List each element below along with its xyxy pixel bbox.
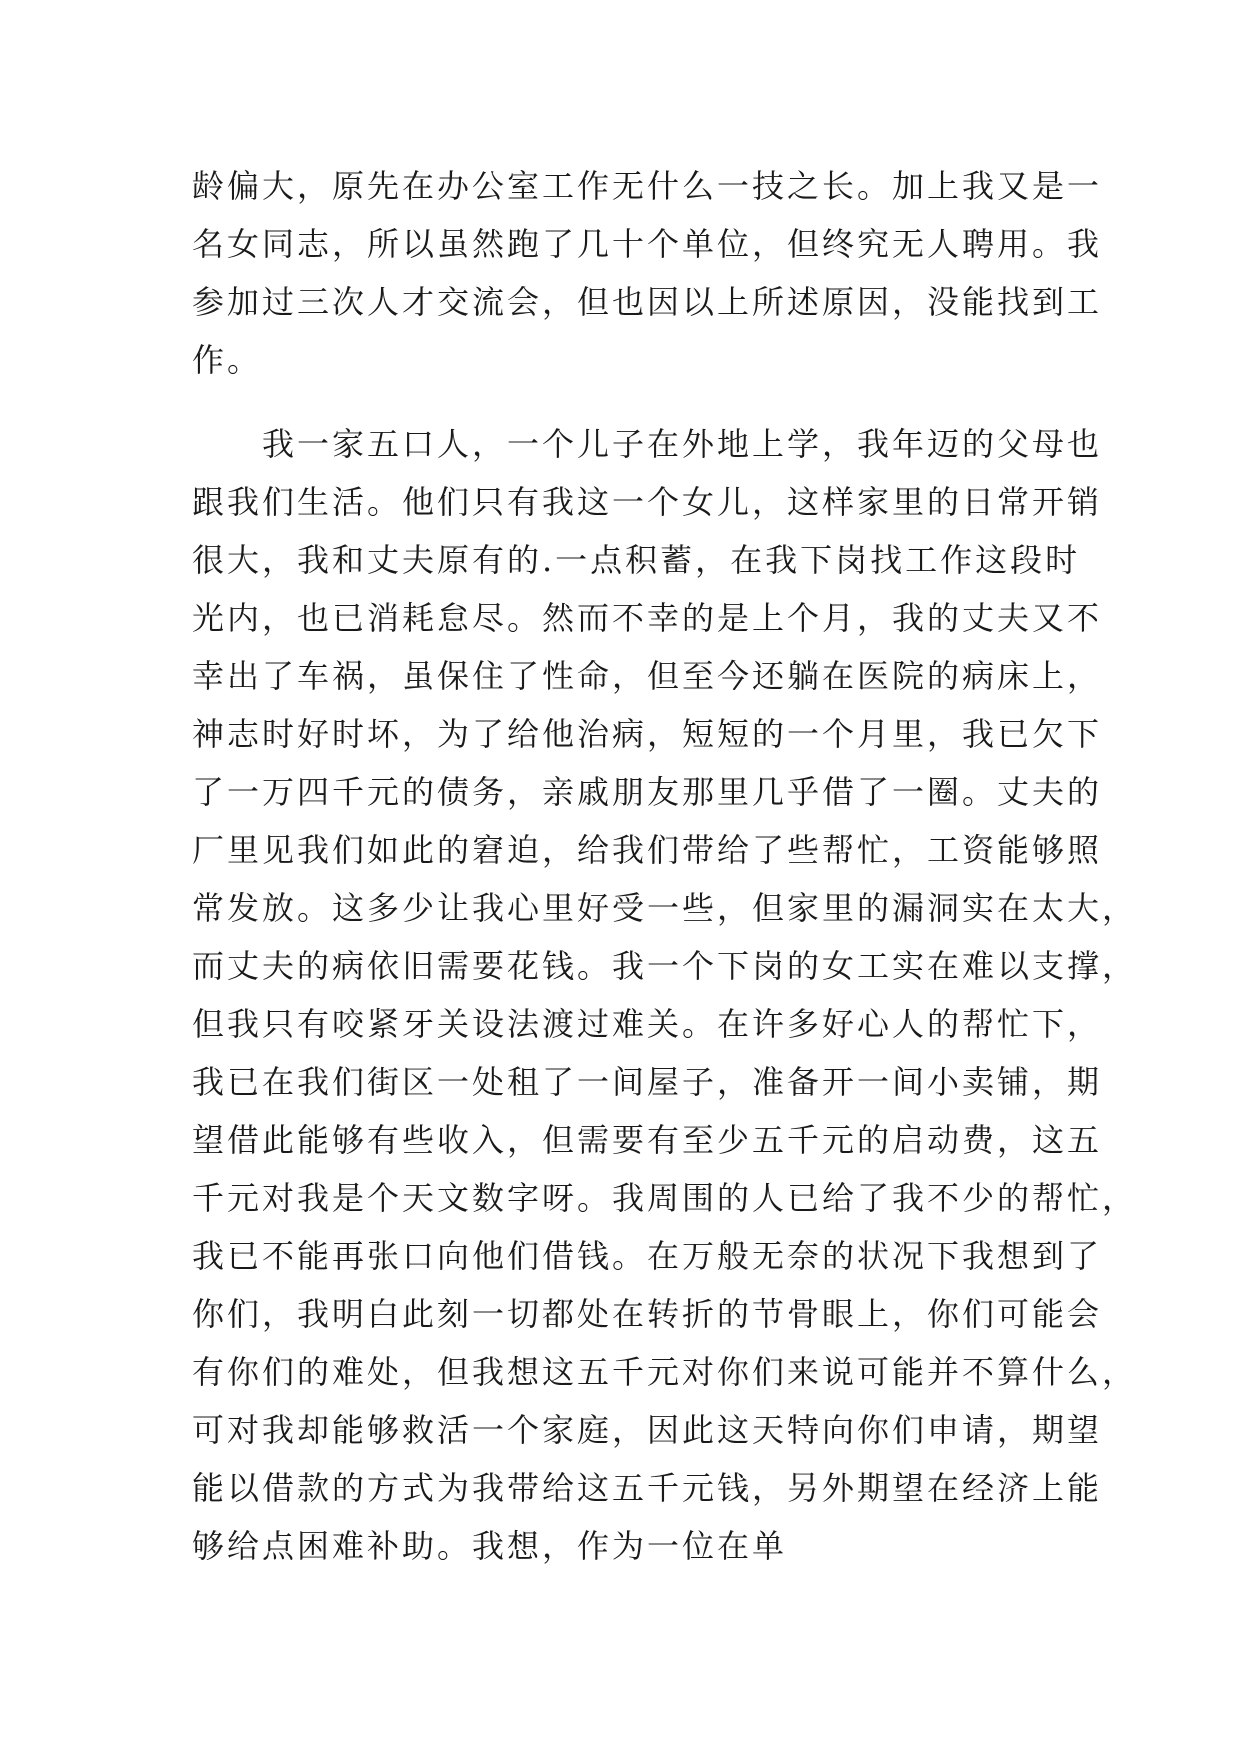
text-line: 常发放。这多少让我心里好受一些，但家里的漏洞实在太大， [192,889,1138,927]
text-line: 我已不能再张口向他们借钱。在万般无奈的状况下我想到了 [192,1237,1103,1275]
text-line: 参加过三次人才交流会，但也因以上所述原因，没能找到工 [192,283,1103,321]
paragraph-spacing [192,389,1072,415]
text-line: 名女同志，所以虽然跑了几十个单位，但终究无人聘用。我 [192,225,1103,263]
text-line: 厂里见我们如此的窘迫，给我们带给了些帮忙，工资能够照 [192,831,1103,869]
text-line: 千元对我是个天文数字呀。我周围的人已给了我不少的帮忙， [192,1179,1138,1217]
text-line: 跟我们生活。他们只有我这一个女儿，这样家里的日常开销 [192,483,1103,521]
text-line: 能以借款的方式为我带给这五千元钱，另外期望在经济上能 [192,1469,1103,1507]
text-line: 很大，我和丈夫原有的.一点积蓄，在我下岗找工作这段时 [192,541,1081,579]
text-line: 望借此能够有些收入，但需要有至少五千元的启动费，这五 [192,1121,1103,1159]
text-line: 有你们的难处，但我想这五千元对你们来说可能并不算什么， [192,1353,1138,1391]
text-line: 光内，也已消耗怠尽。然而不幸的是上个月，我的丈夫又不 [192,599,1103,637]
text-line: 了一万四千元的债务，亲戚朋友那里几乎借了一圈。丈夫的 [192,773,1103,811]
text-line: 而丈夫的病依旧需要花钱。我一个下岗的女工实在难以支撑， [192,947,1138,985]
text-line: 够给点困难补助。我想，作为一位在单 [192,1527,788,1565]
text-line: 你们，我明白此刻一切都处在转折的节骨眼上，你们可能会 [192,1295,1103,1333]
paragraph-1 [192,157,1103,389]
text-line: 但我只有咬紧牙关设法渡过难关。在许多好心人的帮忙下， [192,1005,1103,1043]
text-line: 作。 [192,341,263,379]
text-line: 神志时好时坏，为了给他治病，短短的一个月里，我已欠下 [192,715,1103,753]
text-line: 我已在我们街区一处租了一间屋子，准备开一间小卖铺，期 [192,1063,1103,1101]
text-line: 幸出了车祸，虽保住了性命，但至今还躺在医院的病床上， [192,657,1103,695]
text-line: 龄偏大，原先在办公室工作无什么一技之长。加上我又是一 [192,167,1103,205]
text-line: 可对我却能够救活一个家庭，因此这天特向你们申请，期望 [192,1411,1103,1449]
text-line: 我一家五口人，一个儿子在外地上学，我年迈的父母也 [192,425,1103,463]
paragraph-2 [192,415,1138,1575]
body-text [192,157,1138,1575]
